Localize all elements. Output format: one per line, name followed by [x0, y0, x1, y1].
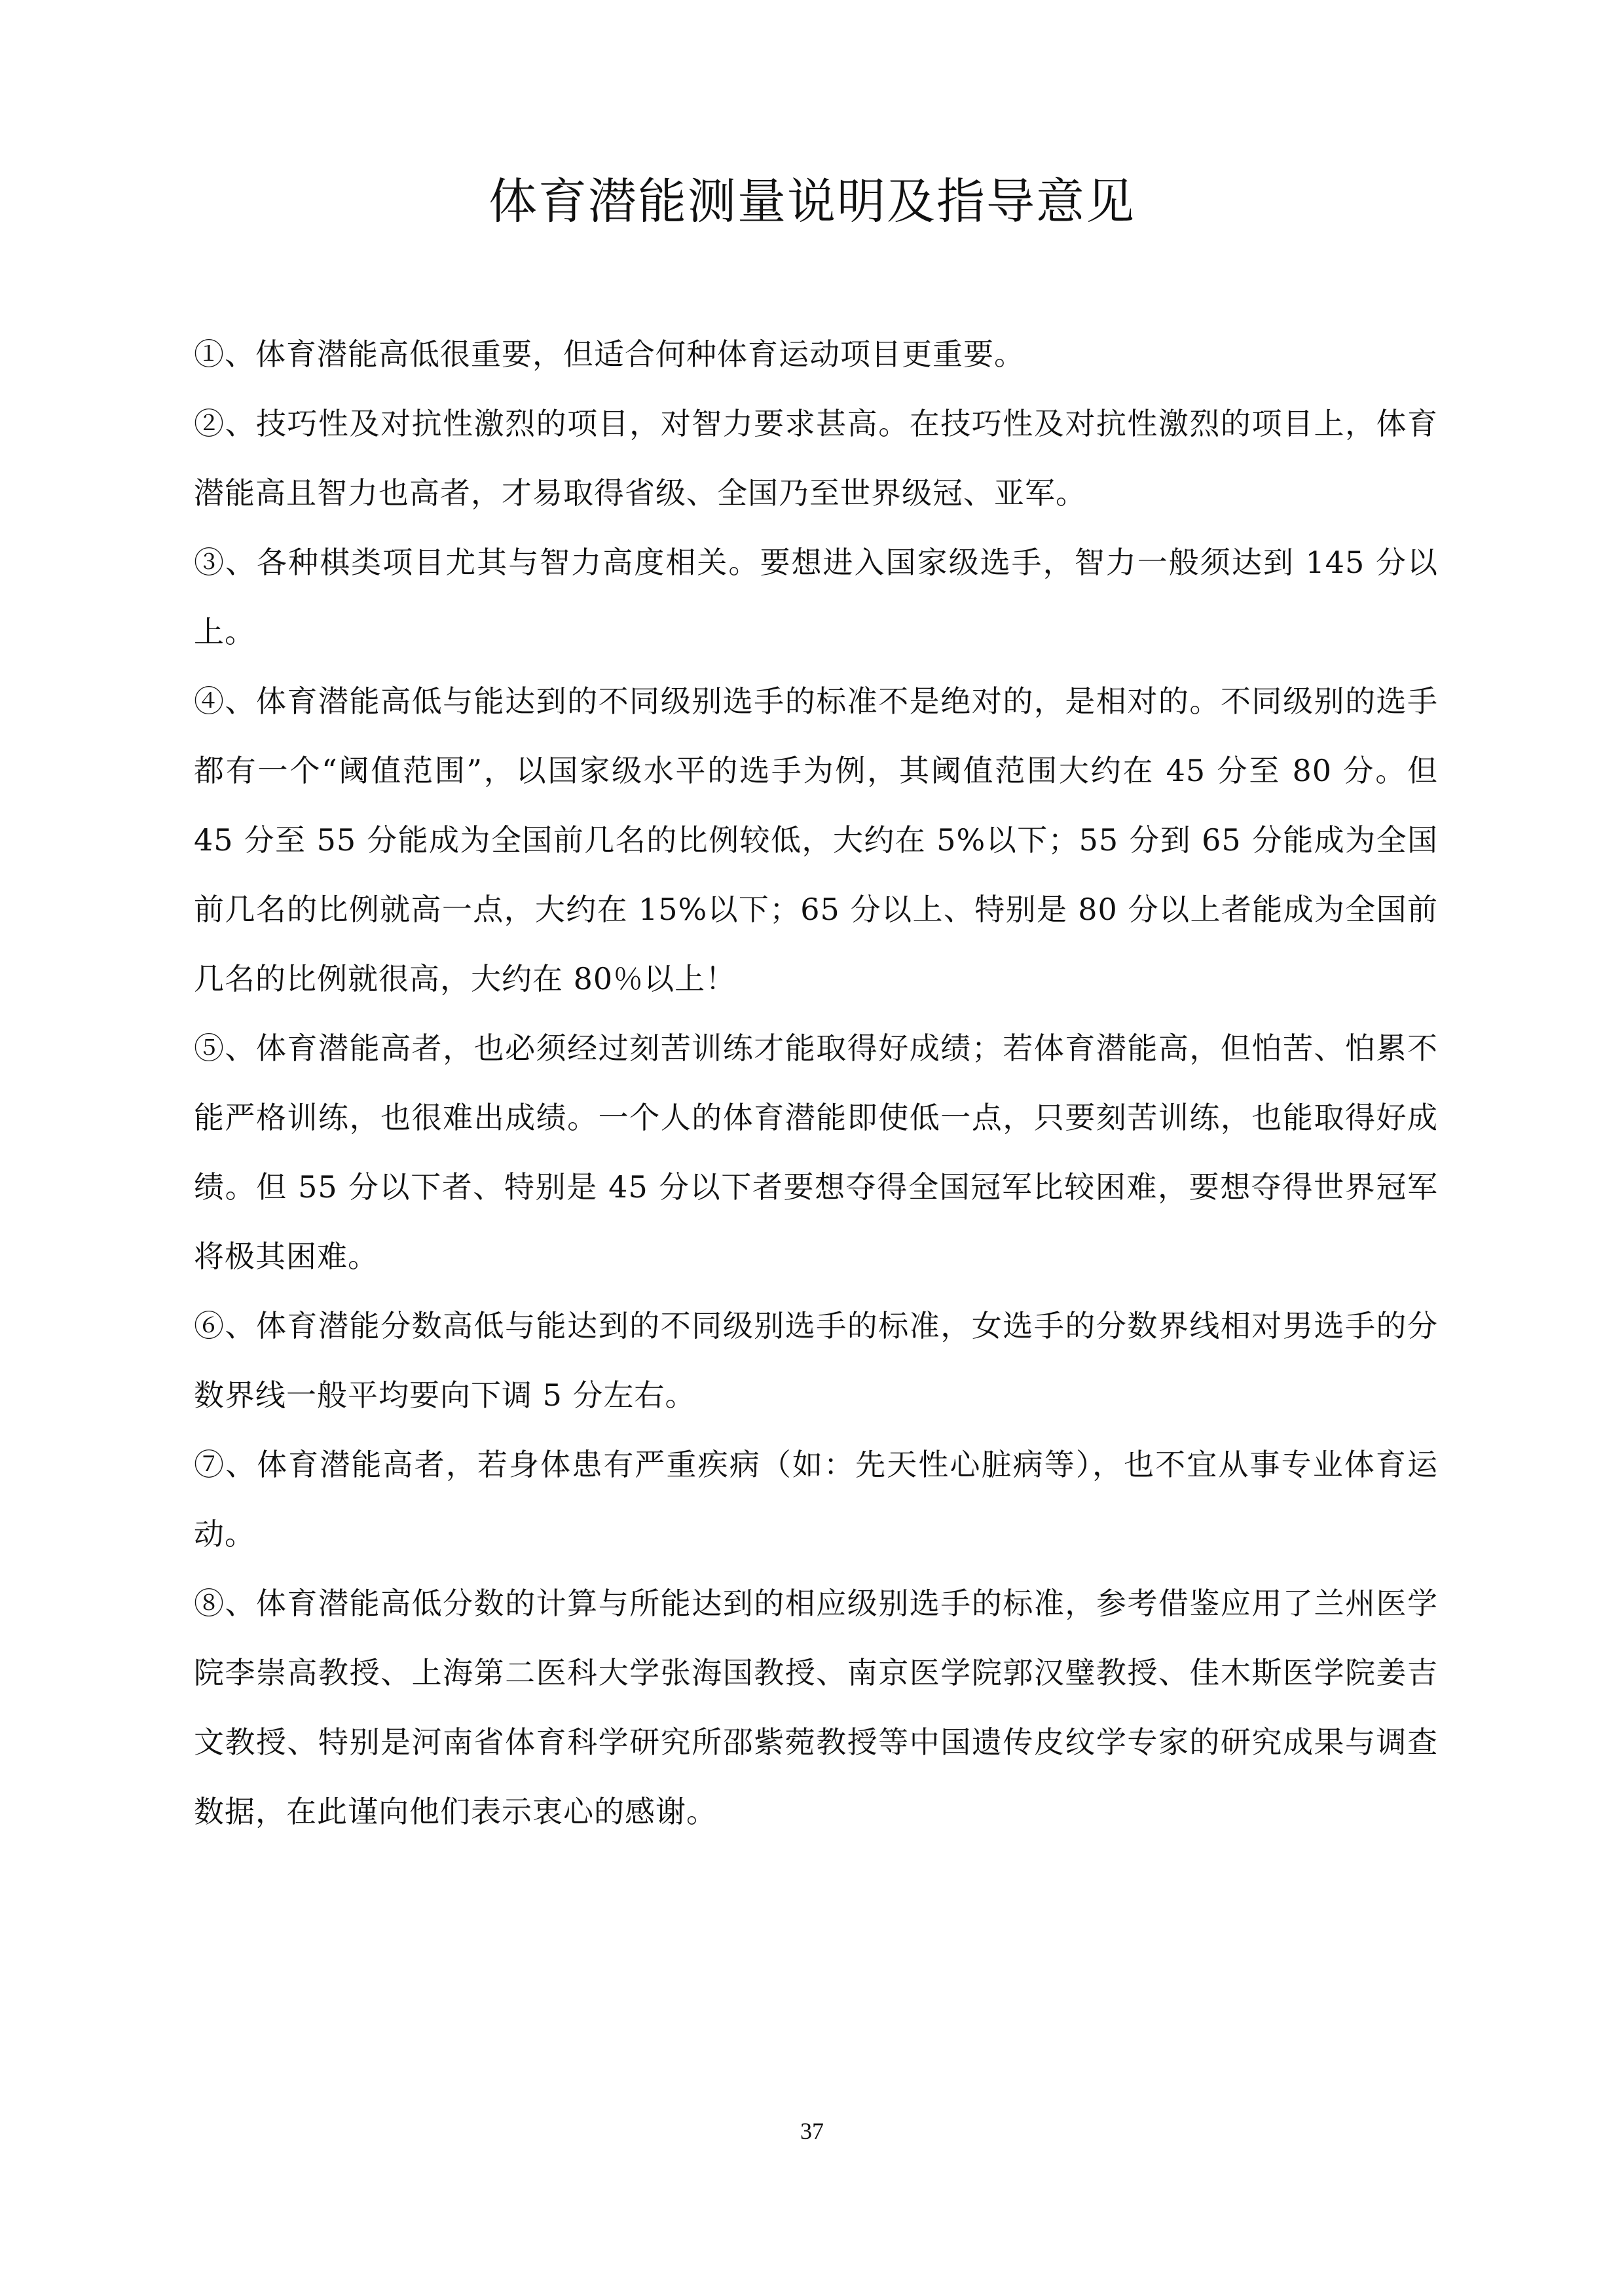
- paragraph-5: ⑤、体育潜能高者，也必须经过刻苦训练才能取得好成绩；若体育潜能高，但怕苦、怕累不能严格训练，也很难出成绩。一个人的体育潜能即使低一点，只要刻苦训练，也能取得好成绩。但 55 分以下者、特别是 45 分以下者要想夺得全国冠军比较困难，要想夺得世界冠军将极其困难。: [194, 1030, 1438, 1274]
- page-number: 37: [800, 2118, 824, 2144]
- paragraph-3: ③、各种棋类项目尤其与智力高度相关。要想进入国家级选手，智力一般须达到 145 分以上。: [194, 545, 1438, 649]
- body-text: [194, 319, 1438, 1846]
- paragraph-2: ②、技巧性及对抗性激烈的项目，对智力要求甚高。在技巧性及对抗性激烈的项目上，体育潜能高且智力也高者，才易取得省级、全国乃至世界级冠、亚军。: [194, 406, 1438, 511]
- paragraph-4: ④、体育潜能高低与能达到的不同级别选手的标准不是绝对的，是相对的。不同级别的选手都有一个“阈值范围”，以国家级水平的选手为例，其阈值范围大约在 45 分至 80 分。但 45 分至 55 分能成为全国前几名的比例较低，大约在 5%以下；55 分到 65 分能成为全国前几名的比例就高一点，大约在 15%以下；65 分以上、特别是 80 分以上者能成为全国前几名的比例就很高，大约在 80％以上！: [194, 683, 1438, 996]
- paragraph-6: ⑥、体育潜能分数高低与能达到的不同级别选手的标准，女选手的分数界线相对男选手的分数界线一般平均要向下调 5 分左右。: [194, 1308, 1438, 1413]
- paragraph-7: ⑦、体育潜能高者，若身体患有严重疾病（如：先天性心脏病等），也不宜从事专业体育运动。: [194, 1447, 1438, 1552]
- page-title: 体育潜能测量说明及指导意见: [489, 173, 1135, 230]
- paragraph-1: ①、体育潜能高低很重要，但适合何种体育运动项目更重要。: [194, 337, 1025, 372]
- paragraph-8: ⑧、体育潜能高低分数的计算与所能达到的相应级别选手的标准，参考借鉴应用了兰州医学院李崇高教授、上海第二医科大学张海国教授、南京医学院郭汉璧教授、佳木斯医学院姜吉文教授、特别是河南省体育科学研究所邵紫菀教授等中国遗传皮纹学专家的研究成果与调查数据，在此谨向他们表示衷心的感谢。: [194, 1586, 1438, 1829]
